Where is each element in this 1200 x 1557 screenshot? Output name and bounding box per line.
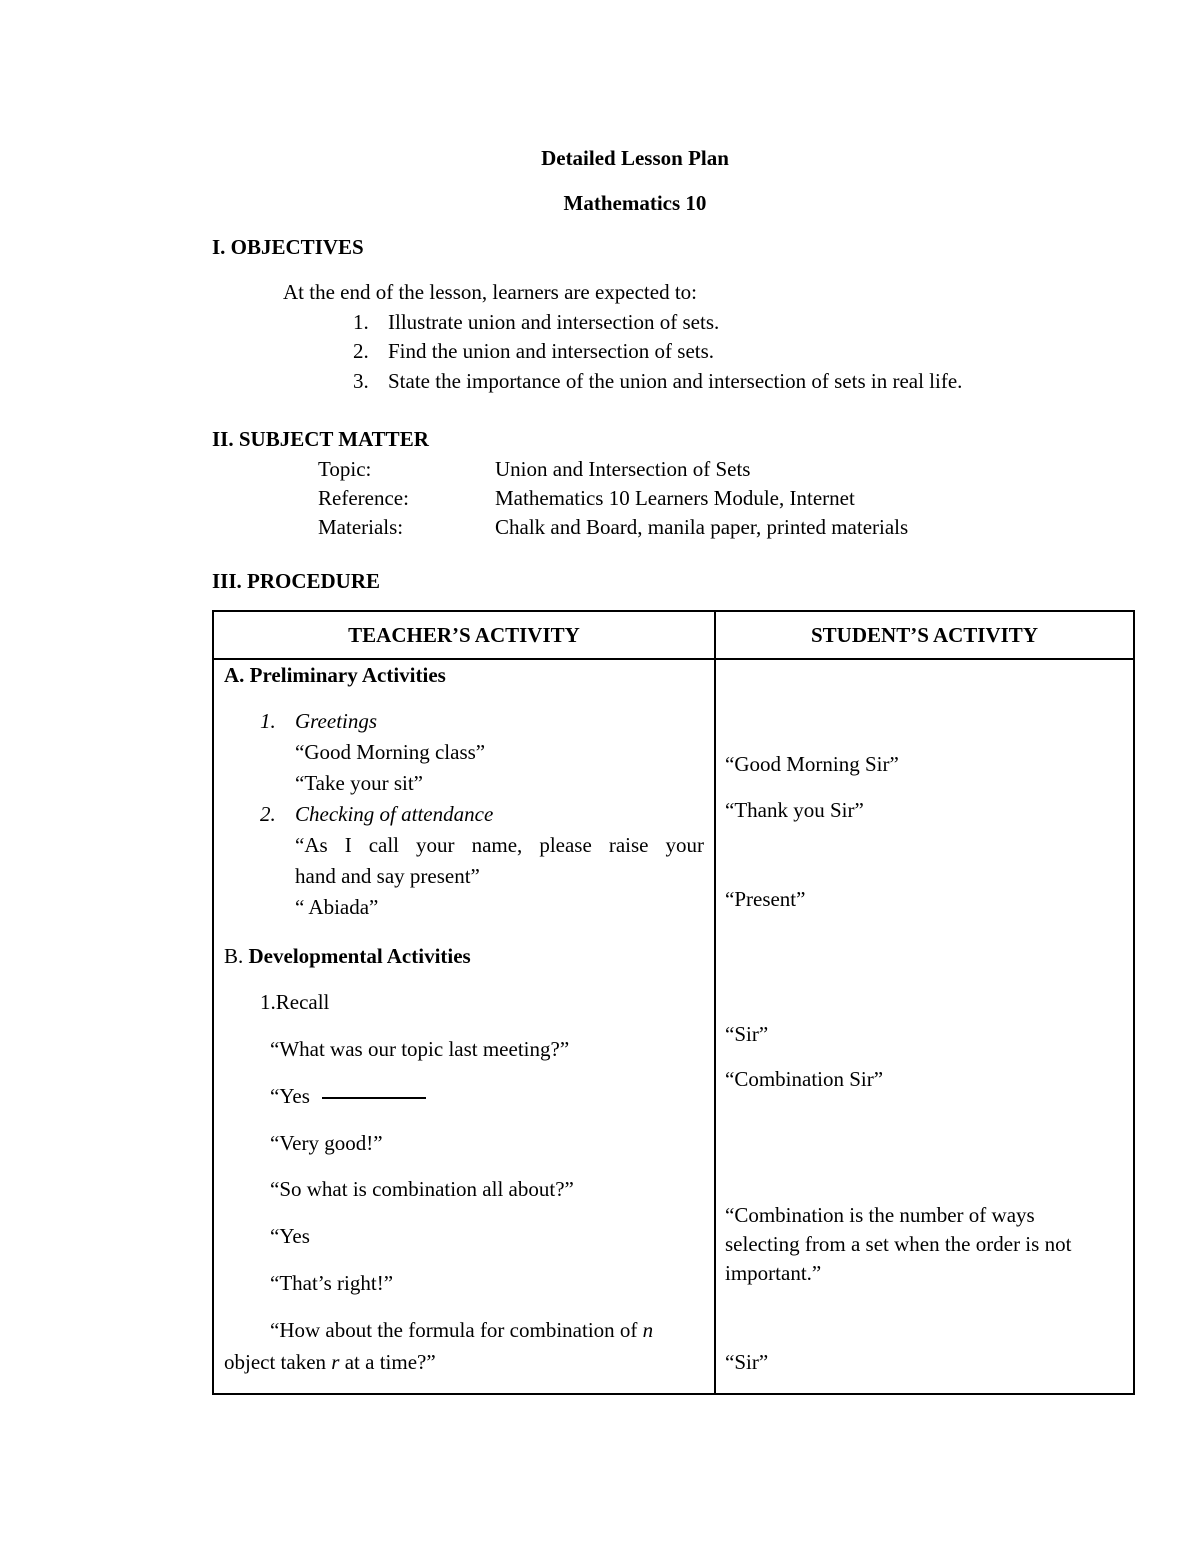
objective-num: 3. [353, 369, 369, 393]
teacher-line [270, 1083, 426, 1109]
student-line: selecting from a set when the order is not [725, 1232, 1072, 1256]
recall-heading: 1.Recall [260, 990, 330, 1014]
student-line: “Combination is the number of ways [725, 1203, 1035, 1227]
objective-text: Find the union and intersection of sets. [388, 339, 715, 363]
subject-label: Materials: [318, 515, 404, 539]
page-subtitle: Mathematics 10 [563, 191, 707, 215]
student-line: “Sir” [725, 1350, 769, 1374]
teacher-line [270, 1317, 653, 1343]
developmental-letter: B. [224, 944, 244, 968]
student-activity-header: STUDENT’S ACTIVITY [715, 611, 1134, 659]
student-line: “Sir” [725, 1022, 769, 1046]
preliminary-heading: A. Preliminary Activities [224, 663, 446, 687]
subject-value: Mathematics 10 Learners Module, Internet [495, 486, 855, 510]
student-line: “Good Morning Sir” [725, 752, 899, 776]
greetings-num: 1. [260, 709, 276, 733]
subject-matter-heading: II. SUBJECT MATTER [212, 427, 429, 451]
teacher-line: “ Abiada” [295, 895, 379, 919]
question-text: object taken [224, 1350, 327, 1374]
subject-value: Chalk and Board, manila paper, printed materials [495, 515, 909, 539]
subject-value: Union and Intersection of Sets [495, 457, 751, 481]
student-line: “Combination Sir” [725, 1067, 884, 1091]
question-text: at a time?” [344, 1350, 436, 1374]
teacher-line [224, 1349, 436, 1375]
developmental-heading [224, 943, 471, 969]
subject-label: Topic: [318, 457, 372, 481]
teacher-line: “Good Morning class” [295, 740, 486, 764]
teacher-line: “Yes [270, 1224, 310, 1248]
student-line: important.” [725, 1261, 822, 1285]
answer-blank [322, 1097, 426, 1099]
teacher-line: “What was our topic last meeting?” [270, 1037, 570, 1061]
attendance-title: Checking of attendance [295, 802, 494, 826]
page-title: Detailed Lesson Plan [541, 146, 729, 170]
developmental-title: Developmental Activities [248, 944, 471, 968]
variable-n: n [642, 1318, 654, 1342]
attendance-num: 2. [260, 802, 276, 826]
teacher-line: hand and say present” [295, 864, 480, 888]
objective-num: 1. [353, 310, 369, 334]
variable-r: r [331, 1350, 340, 1374]
objective-num: 2. [353, 339, 369, 363]
teacher-yes: “Yes [270, 1084, 310, 1108]
teacher-line: “That’s right!” [270, 1271, 394, 1295]
student-line: “Thank you Sir” [725, 798, 864, 822]
objectives-intro: At the end of the lesson, learners are expected to: [283, 280, 698, 304]
objective-text: State the importance of the union and intersection of sets in real life. [388, 369, 963, 393]
student-line: “Present” [725, 887, 806, 911]
teacher-line: “Take your sit” [295, 771, 423, 795]
teacher-activity-header: TEACHER’S ACTIVITY [213, 611, 715, 659]
teacher-line: “So what is combination all about?” [270, 1177, 574, 1201]
procedure-table [212, 610, 1135, 1395]
subject-label: Reference: [318, 486, 409, 510]
procedure-heading: III. PROCEDURE [212, 569, 381, 593]
teacher-activity-cell [213, 659, 715, 1394]
objectives-heading: I. OBJECTIVES [212, 235, 364, 259]
student-activity-cell [715, 659, 1134, 1394]
teacher-line: “As I call your name, please raise your [295, 833, 704, 857]
objective-text: Illustrate union and intersection of sets. [388, 310, 720, 334]
greetings-title: Greetings [295, 709, 378, 733]
teacher-line: “Very good!” [270, 1131, 383, 1155]
question-text: “How about the formula for combination of [270, 1318, 638, 1342]
